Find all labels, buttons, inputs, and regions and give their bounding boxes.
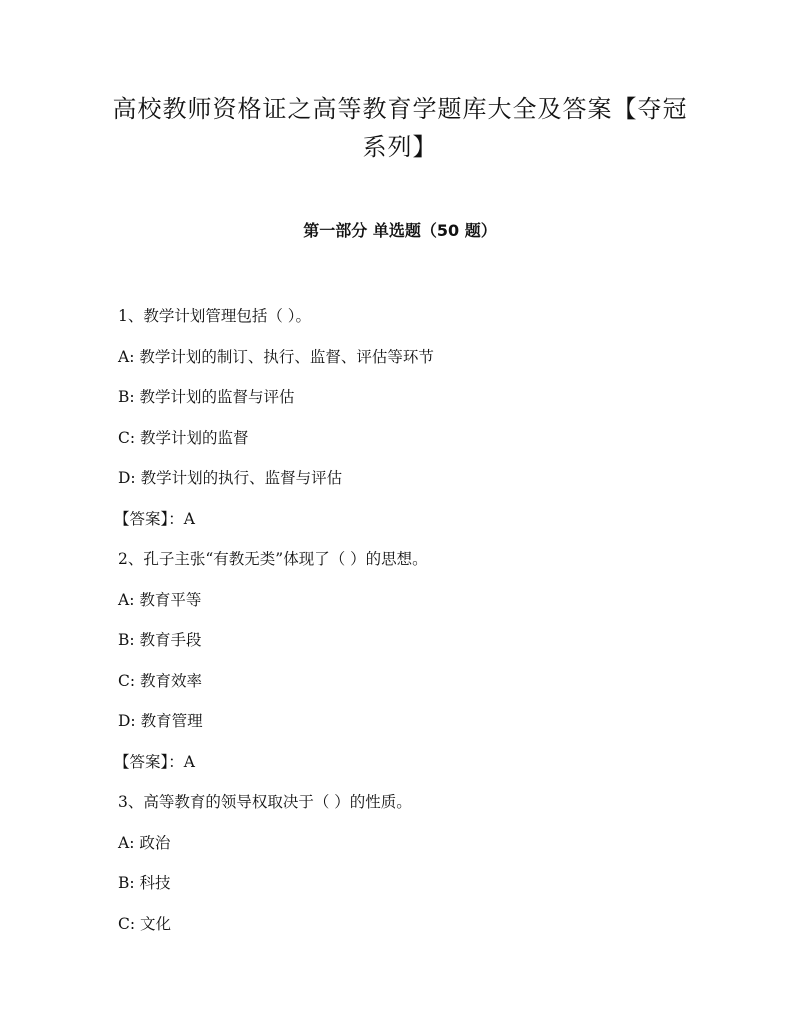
title-line-1: 高校教师资格证之高等教育学题库大全及答案【夺冠 xyxy=(112,95,688,123)
title-line-2: 系列】 xyxy=(362,133,438,161)
answer-line: 【答案】：A xyxy=(114,752,195,771)
option-a: A: 教育平等 xyxy=(118,590,202,609)
option-a: A: 政治 xyxy=(118,833,171,852)
question-stem: 2、孔子主张“有教无类”体现了（ ）的思想。 xyxy=(118,550,428,568)
question-stem: 1、教学计划管理包括（ ）。 xyxy=(118,307,312,325)
option-b: B: 教育手段 xyxy=(118,631,202,649)
question-stem: 3、高等教育的领导权取决于（ ）的性质。 xyxy=(118,793,412,811)
option-d: D: 教育管理 xyxy=(118,712,203,730)
question-list xyxy=(114,296,718,944)
option-c: C: 教育效率 xyxy=(118,671,203,690)
option-d: D: 教学计划的执行、监督与评估 xyxy=(118,469,343,487)
option-c: C: 教学计划的监督 xyxy=(118,428,249,447)
option-a: A: 教学计划的制订、执行、监督、评估等环节 xyxy=(118,347,434,366)
answer-line: 【答案】：A xyxy=(114,509,195,528)
document-title xyxy=(100,90,700,166)
option-c: C: 文化 xyxy=(118,914,172,933)
option-b: B: 科技 xyxy=(118,874,171,892)
section-heading: 第一部分 单选题（50 题） xyxy=(303,221,497,240)
option-b: B: 教学计划的监督与评估 xyxy=(118,388,295,406)
